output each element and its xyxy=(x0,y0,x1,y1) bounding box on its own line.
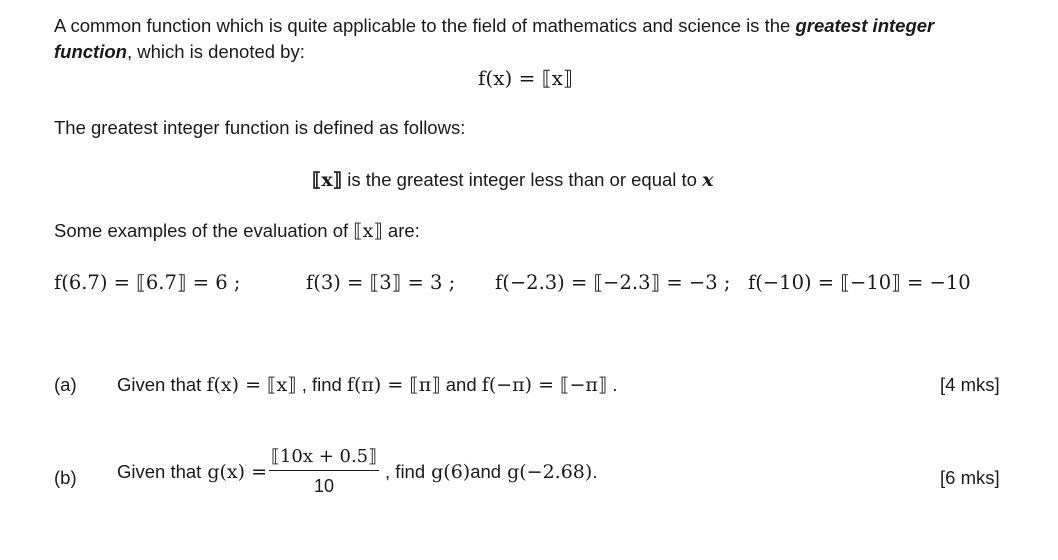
examples-lead-symbol: ⟦x⟧ xyxy=(353,220,383,242)
intro-bold-term-continued: function xyxy=(54,41,127,62)
question-a-end: . xyxy=(607,374,618,395)
question-a-given: Given that xyxy=(117,374,207,395)
examples-lead-suffix: are: xyxy=(382,220,420,241)
definition-symbol: ⟦x⟧ xyxy=(312,169,343,191)
question-b-g-negative: g(−2.68) xyxy=(507,460,593,483)
intro-text: A common function which is quite applicable to the field of mathematics and science is the xyxy=(54,15,796,36)
definition-statement xyxy=(312,169,713,191)
examples-lead xyxy=(54,220,420,242)
question-a-find: , find xyxy=(296,374,347,395)
question-b-function: g(x) = xyxy=(207,460,267,483)
examples-lead-prefix: Some examples of the evaluation of xyxy=(54,220,354,241)
intro-bold-term: greatest integer xyxy=(795,15,935,36)
question-a-f-negative-pi: f(−π) = ⟦−π⟧ xyxy=(481,374,608,396)
question-b-fraction xyxy=(269,446,379,497)
question-a-and: and xyxy=(440,374,482,395)
intro-line-2 xyxy=(54,41,305,63)
example-1: f(6.7) = ⟦6.7⟧ = 6 ; xyxy=(54,271,241,294)
example-3: f(−2.3) = ⟦−2.3⟧ = −3 ; xyxy=(495,271,731,294)
definition-text: is the greatest integer less than or equal to xyxy=(342,169,703,190)
question-a-text xyxy=(117,374,618,396)
question-b-end: . xyxy=(592,460,598,482)
intro-text-continued: , which is denoted by: xyxy=(126,41,305,62)
question-b-text xyxy=(117,446,597,497)
question-a-function: f(x) = ⟦x⟧ xyxy=(206,374,297,396)
example-2: f(3) = ⟦3⟧ = 3 ; xyxy=(306,271,456,294)
question-b-and: and xyxy=(470,460,502,482)
question-a-f-pi: f(π) = ⟦π⟧ xyxy=(346,374,441,396)
question-b-find: , find xyxy=(385,460,426,482)
definition-variable: x xyxy=(702,169,714,191)
question-b-label: (b) xyxy=(54,467,77,488)
fraction-denominator: 10 xyxy=(314,476,335,496)
question-a-label: (a) xyxy=(54,374,77,395)
example-4: f(−10) = ⟦−10⟧ = −10 xyxy=(748,271,971,294)
question-a-marks: [4 mks] xyxy=(940,374,1000,395)
question-b-given: Given that xyxy=(117,460,202,482)
main-formula: f(x) = ⟦x⟧ xyxy=(478,66,573,90)
question-b-marks: [6 mks] xyxy=(940,467,1000,488)
intro-line-1 xyxy=(54,15,934,37)
definition-lead: The greatest integer function is defined as follows: xyxy=(54,117,466,138)
question-b-g-6: g(6) xyxy=(431,460,471,483)
fraction-numerator: ⟦10x + 0.5⟧ xyxy=(269,446,379,471)
